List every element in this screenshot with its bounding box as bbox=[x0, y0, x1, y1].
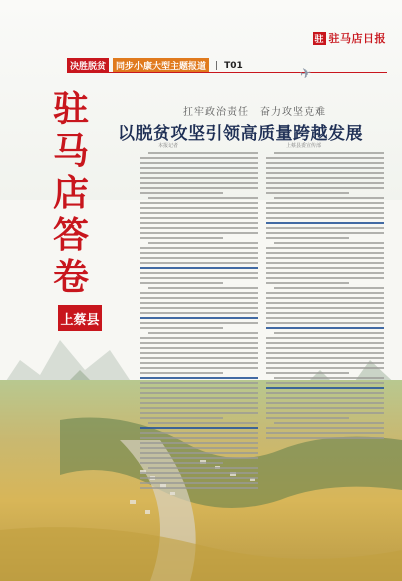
text-line bbox=[148, 467, 258, 469]
text-line bbox=[140, 307, 258, 309]
text-line bbox=[140, 447, 258, 449]
text-line bbox=[140, 487, 258, 489]
text-line bbox=[140, 267, 258, 269]
page-number: T01 bbox=[224, 60, 243, 71]
text-line bbox=[266, 337, 384, 339]
text-line bbox=[148, 332, 258, 334]
text-line bbox=[140, 397, 258, 399]
text-line bbox=[140, 462, 223, 464]
text-line bbox=[266, 272, 384, 274]
text-line bbox=[140, 382, 258, 384]
text-line bbox=[266, 257, 384, 259]
text-line bbox=[266, 367, 384, 369]
text-line bbox=[266, 307, 384, 309]
text-line bbox=[266, 407, 384, 409]
text-line bbox=[140, 272, 258, 274]
column-title-char: 驻 bbox=[52, 88, 89, 130]
text-line bbox=[266, 247, 384, 249]
text-line bbox=[148, 422, 258, 424]
text-line bbox=[266, 387, 384, 389]
logo-text: 驻马店日报 bbox=[328, 32, 386, 45]
text-line bbox=[140, 237, 223, 239]
text-line bbox=[274, 197, 384, 199]
article-column-left bbox=[140, 152, 258, 492]
text-line bbox=[274, 377, 384, 379]
text-line bbox=[140, 472, 258, 474]
text-line bbox=[140, 417, 223, 419]
logo-mark: 驻 bbox=[313, 32, 326, 45]
column-title-char: 答 bbox=[52, 214, 89, 256]
text-line bbox=[266, 162, 384, 164]
text-line bbox=[266, 392, 384, 394]
text-line bbox=[140, 442, 258, 444]
text-line bbox=[140, 312, 258, 314]
text-line bbox=[266, 292, 384, 294]
text-line bbox=[266, 267, 384, 269]
text-line bbox=[140, 297, 258, 299]
column-title-char: 马 bbox=[52, 130, 89, 172]
text-line bbox=[266, 187, 384, 189]
text-line bbox=[266, 217, 384, 219]
text-line bbox=[140, 252, 258, 254]
text-line bbox=[266, 157, 384, 159]
text-line bbox=[266, 302, 384, 304]
text-line bbox=[140, 202, 258, 204]
text-line bbox=[266, 427, 384, 429]
text-line bbox=[140, 322, 258, 324]
text-line bbox=[140, 412, 258, 414]
airplane-icon: ✈ bbox=[298, 65, 314, 83]
text-line bbox=[140, 247, 258, 249]
text-line bbox=[140, 457, 258, 459]
text-line bbox=[140, 317, 258, 319]
text-line bbox=[148, 242, 258, 244]
text-line bbox=[140, 427, 258, 429]
topic-tag-primary: 决胜脱贫 bbox=[67, 58, 109, 73]
text-line bbox=[266, 207, 384, 209]
text-line bbox=[140, 432, 258, 434]
text-line bbox=[140, 337, 258, 339]
text-line bbox=[140, 482, 258, 484]
text-line bbox=[140, 402, 258, 404]
text-line bbox=[266, 262, 384, 264]
text-line bbox=[140, 227, 258, 229]
byline-left: 本报记者 bbox=[158, 143, 179, 149]
text-line bbox=[140, 477, 258, 479]
text-line bbox=[140, 162, 258, 164]
text-line bbox=[266, 277, 384, 279]
text-line bbox=[266, 237, 349, 239]
text-line bbox=[140, 302, 258, 304]
text-line bbox=[274, 152, 384, 154]
text-line bbox=[140, 387, 258, 389]
text-line bbox=[266, 352, 384, 354]
text-line bbox=[266, 167, 384, 169]
text-line bbox=[140, 452, 258, 454]
text-line bbox=[266, 347, 384, 349]
text-line bbox=[266, 227, 384, 229]
text-line bbox=[266, 282, 349, 284]
text-line bbox=[140, 187, 258, 189]
text-line bbox=[266, 252, 384, 254]
text-line bbox=[266, 177, 384, 179]
text-line bbox=[266, 412, 384, 414]
article-column-right bbox=[266, 152, 384, 442]
text-line bbox=[148, 152, 258, 154]
column-title bbox=[50, 88, 92, 298]
text-line bbox=[266, 192, 349, 194]
topic-divider: | bbox=[215, 60, 219, 71]
text-line bbox=[274, 332, 384, 334]
text-line bbox=[266, 417, 349, 419]
text-line bbox=[140, 212, 258, 214]
text-line bbox=[266, 372, 349, 374]
text-line bbox=[266, 182, 384, 184]
text-line bbox=[266, 357, 384, 359]
text-line bbox=[266, 322, 384, 324]
text-line bbox=[266, 402, 384, 404]
text-line bbox=[266, 222, 384, 224]
text-line bbox=[140, 292, 258, 294]
text-line bbox=[266, 312, 384, 314]
text-line bbox=[266, 432, 384, 434]
newspaper-logo bbox=[313, 30, 387, 46]
text-line bbox=[140, 217, 258, 219]
text-line bbox=[140, 362, 258, 364]
text-line bbox=[140, 392, 258, 394]
text-line bbox=[140, 367, 258, 369]
text-line bbox=[274, 422, 384, 424]
text-line bbox=[140, 357, 258, 359]
text-line bbox=[140, 257, 258, 259]
byline-right: 上蔡县委宣传部 bbox=[286, 143, 322, 149]
text-line bbox=[140, 282, 223, 284]
text-line bbox=[140, 262, 258, 264]
text-line bbox=[140, 277, 258, 279]
text-line bbox=[266, 212, 384, 214]
text-line bbox=[140, 207, 258, 209]
text-line bbox=[140, 182, 258, 184]
column-title-char: 卷 bbox=[52, 256, 89, 298]
text-line bbox=[266, 382, 384, 384]
text-line bbox=[266, 202, 384, 204]
main-headline: 以脱贫攻坚引领高质量跨越发展 bbox=[118, 124, 363, 144]
text-line bbox=[274, 287, 384, 289]
text-line bbox=[266, 232, 384, 234]
text-line bbox=[140, 347, 258, 349]
text-line bbox=[140, 167, 258, 169]
text-line bbox=[148, 197, 258, 199]
text-line bbox=[140, 232, 258, 234]
text-line bbox=[140, 437, 258, 439]
text-line bbox=[140, 377, 258, 379]
text-line bbox=[140, 352, 258, 354]
text-line bbox=[274, 242, 384, 244]
county-stamp: 上蔡县 bbox=[58, 305, 102, 331]
topic-rule bbox=[67, 72, 387, 73]
text-line bbox=[140, 157, 258, 159]
text-line bbox=[140, 192, 223, 194]
text-line bbox=[140, 342, 258, 344]
text-line bbox=[140, 372, 223, 374]
text-line bbox=[266, 397, 384, 399]
text-line bbox=[266, 342, 384, 344]
topic-bar bbox=[67, 58, 243, 73]
text-line bbox=[266, 437, 384, 439]
text-line bbox=[140, 177, 258, 179]
topic-tag-secondary: 同步小康大型主题报道 bbox=[113, 58, 209, 73]
text-line bbox=[266, 172, 384, 174]
text-line bbox=[140, 327, 223, 329]
text-line bbox=[266, 327, 384, 329]
text-line bbox=[148, 287, 258, 289]
text-line bbox=[140, 407, 258, 409]
text-line bbox=[266, 362, 384, 364]
kicker-line: 扛牢政治责任 奋力攻坚克难 bbox=[183, 107, 326, 118]
text-line bbox=[266, 317, 384, 319]
text-line bbox=[140, 222, 258, 224]
text-line bbox=[140, 172, 258, 174]
text-line bbox=[266, 297, 384, 299]
column-title-char: 店 bbox=[52, 172, 89, 214]
